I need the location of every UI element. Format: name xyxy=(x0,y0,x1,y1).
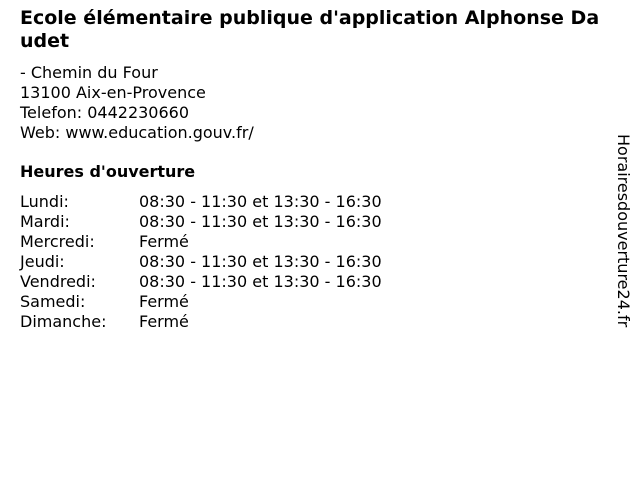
business-card xyxy=(20,7,610,332)
hours-row-wednesday xyxy=(20,232,610,252)
site-watermark: Horairesdouverture24.fr xyxy=(614,134,633,328)
day-hours: 08:30 - 11:30 et 13:30 - 16:30 xyxy=(139,192,382,211)
opening-hours-heading: Heures d'ouverture xyxy=(20,162,196,181)
opening-hours-list xyxy=(20,192,610,332)
page-title: Ecole élémentaire publique d'application Alphonse Daudet xyxy=(20,7,600,52)
day-hours: 08:30 - 11:30 et 13:30 - 16:30 xyxy=(139,272,382,291)
day-label: Samedi: xyxy=(20,292,86,311)
address-phone: Telefon: 0442230660 xyxy=(20,103,190,122)
day-label: Jeudi: xyxy=(20,252,65,271)
address-block xyxy=(20,63,610,143)
day-hours: 08:30 - 11:30 et 13:30 - 16:30 xyxy=(139,252,382,271)
day-hours: 08:30 - 11:30 et 13:30 - 16:30 xyxy=(139,212,382,231)
day-label: Lundi: xyxy=(20,192,69,211)
day-label: Vendredi: xyxy=(20,272,96,291)
address-city: 13100 Aix-en-Provence xyxy=(20,83,206,102)
day-hours: Fermé xyxy=(139,312,189,331)
address-street: - Chemin du Four xyxy=(20,63,158,82)
hours-row-saturday xyxy=(20,292,610,312)
address-web: Web: www.education.gouv.fr/ xyxy=(20,123,254,142)
hours-row-friday xyxy=(20,272,610,292)
hours-row-tuesday xyxy=(20,212,610,232)
day-label: Mardi: xyxy=(20,212,70,231)
hours-row-sunday xyxy=(20,312,610,332)
day-hours: Fermé xyxy=(139,232,189,251)
day-label: Mercredi: xyxy=(20,232,95,251)
day-hours: Fermé xyxy=(139,292,189,311)
hours-row-monday xyxy=(20,192,610,212)
hours-row-thursday xyxy=(20,252,610,272)
day-label: Dimanche: xyxy=(20,312,107,331)
